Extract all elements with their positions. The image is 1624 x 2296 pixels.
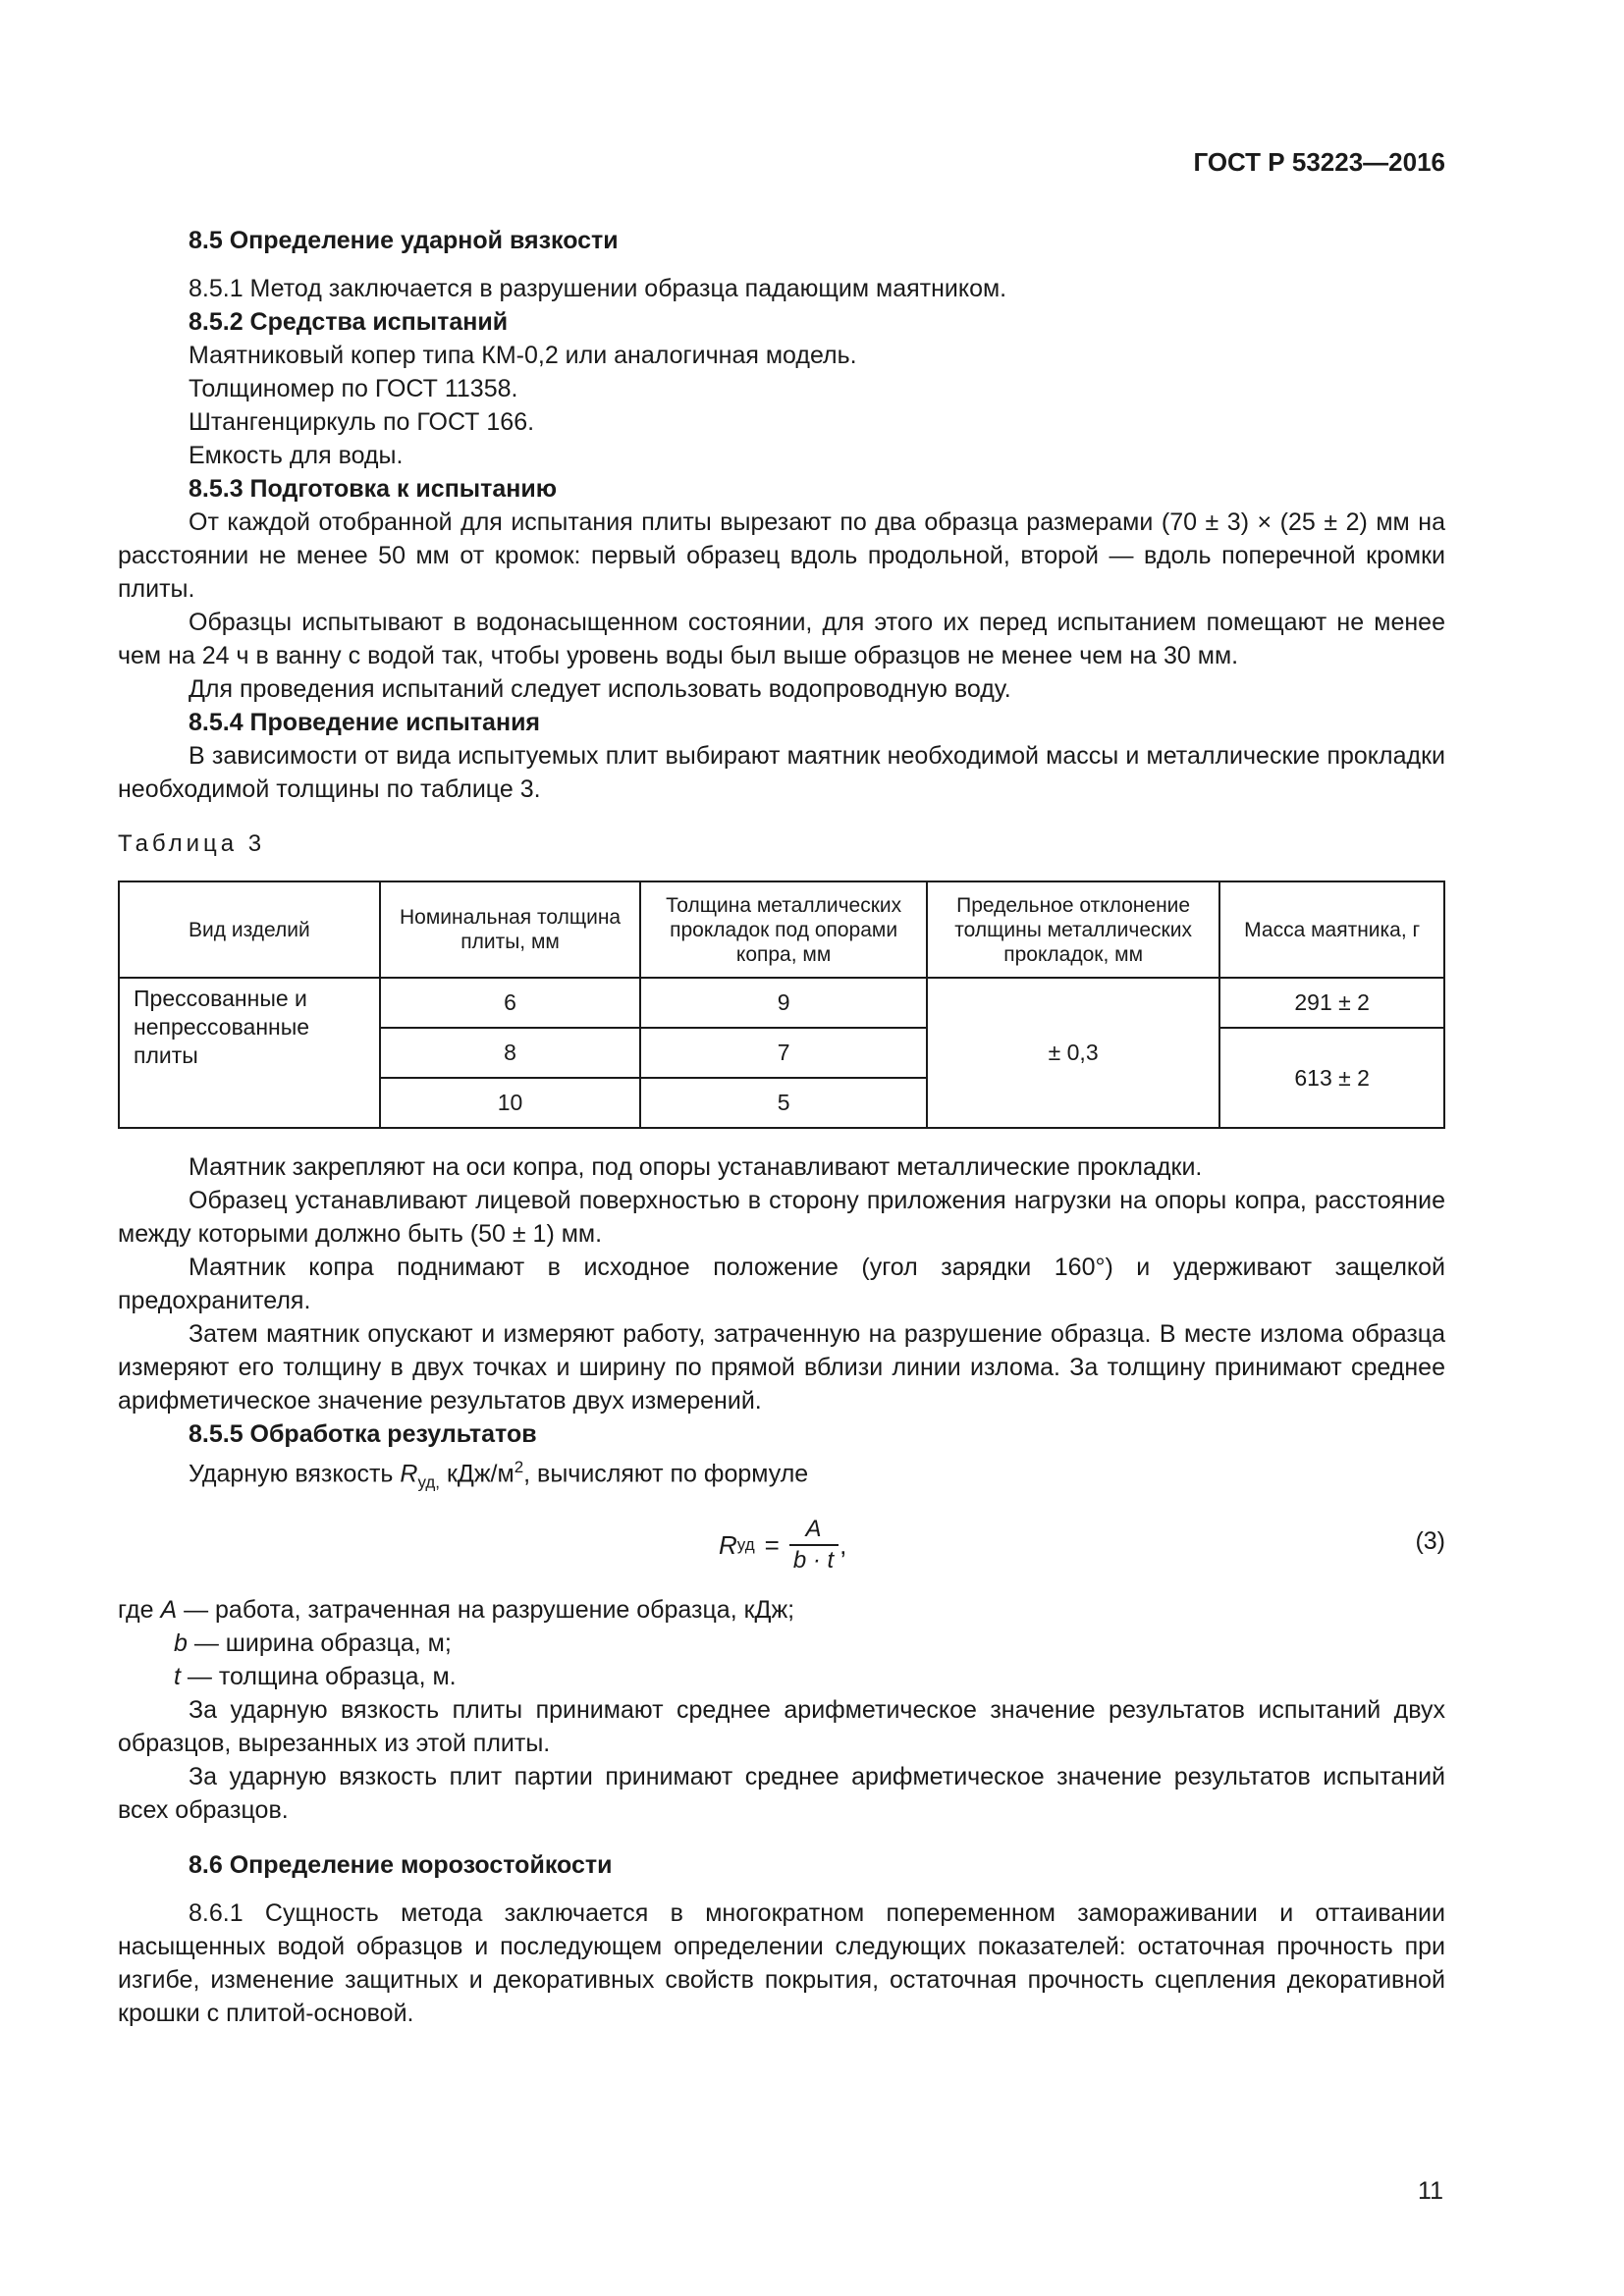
legend-a — [118, 1593, 1445, 1627]
paragraph-8-5-1: 8.5.1 Метод заключается в разрушении образца падающим маятником. — [189, 275, 1007, 302]
formula-lhs-subscript: уд — [736, 1535, 755, 1555]
symbol-r: R — [400, 1460, 418, 1488]
formula-equals: = — [764, 1530, 780, 1561]
symbol-r-subscript: уд, — [417, 1472, 441, 1492]
table-cell-thickness: 8 — [380, 1028, 641, 1078]
table-cell-mass: 291 ± 2 — [1219, 978, 1444, 1028]
tool-item: Толщиномер по ГОСТ 11358. — [189, 375, 518, 402]
tool-item: Маятниковый копер типа КМ-0,2 или аналогичная модель. — [189, 342, 857, 369]
formula-fraction — [787, 1515, 839, 1575]
table-header-cell: Номинальная толщина плиты, мм — [380, 881, 641, 978]
paragraph-8-5-3-b: Образцы испытывают в водонасыщенном состоянии, для этого их перед испытанием помещают не менее чем на 24 ч в ванну с водой так, чтобы уровень воды был выше образцов не менее чем на 30 мм. — [118, 609, 1445, 669]
formula-expression — [719, 1515, 846, 1575]
table-cell-thickness: 6 — [380, 978, 641, 1028]
table-header-cell: Толщина металлических прокладок под опорами копра, мм — [640, 881, 927, 978]
paragraph-8-6-1: 8.6.1 Сущность метода заключается в многократном попеременном замораживании и оттаивании насыщенных водой образцов и последующем определении следующих показателей: остаточная прочность при изгибе, изменение защитных и декоративных свойств покрытия, остаточная прочность сцепления декоративной крошки с плитой-основой. — [118, 1899, 1445, 2028]
legend-text: — толщина образца, м. — [180, 1663, 457, 1691]
legend-b — [118, 1627, 1445, 1660]
formula-3 — [118, 1503, 1445, 1585]
legend-text: — ширина образца, м; — [187, 1629, 452, 1658]
legend-symbol: A — [160, 1596, 178, 1625]
intro-tail: , вычисляют по формуле — [523, 1460, 809, 1488]
table-header-row — [119, 881, 1444, 978]
subsection-heading-8-5-2: 8.5.2 Средства испытаний — [189, 308, 509, 336]
legend-prefix: где — [118, 1596, 161, 1625]
legend-t — [118, 1660, 1445, 1693]
paragraph-8-5-4-c: Образец устанавливают лицевой поверхностью в сторону приложения нагрузки на опоры копра, расстояние между которыми должно быть (50 ± 1) мм. — [118, 1187, 1445, 1248]
table-header-cell: Предельное отклонение толщины металлических прокладок, мм — [927, 881, 1220, 978]
intro-text: Ударную вязкость — [189, 1460, 401, 1488]
unit-superscript: 2 — [514, 1458, 524, 1476]
table-3 — [118, 881, 1445, 1129]
legend-symbol: t — [174, 1663, 181, 1691]
section-heading-8-5: 8.5 Определение ударной вязкости — [189, 227, 619, 254]
subsection-heading-8-5-3: 8.5.3 Подготовка к испытанию — [189, 475, 558, 503]
section-heading-8-6: 8.6 Определение морозостойкости — [189, 1851, 613, 1880]
paragraph-8-5-4-d: Маятник копра поднимают в исходное положение (угол зарядки 160°) и удерживают защелкой предохранителя. — [118, 1254, 1445, 1314]
paragraph-8-5-5-c: За ударную вязкость плит партии принимают среднее арифметическое значение результатов испытаний всех образцов. — [118, 1763, 1445, 1825]
paragraph-8-5-3-c: Для проведения испытаний следует использовать водопроводную воду. — [189, 675, 1011, 703]
paragraph-8-5-4-b: Маятник закрепляют на оси копра, под опоры устанавливают металлические прокладки. — [189, 1153, 1203, 1181]
formula-lhs: R — [719, 1530, 737, 1561]
table-caption: Таблица 3 — [118, 830, 266, 857]
page-content — [118, 224, 1445, 2030]
paragraph-8-5-4-e: Затем маятник опускают и измеряют работу, затраченную на разрушение образца. В месте излома образца измеряют его толщину в двух точках и ширину по прямой вблизи линии излома. За толщину принимают среднее арифметическое значение результатов двух измерений. — [118, 1320, 1445, 1415]
table-cell-deviation: ± 0,3 — [927, 978, 1220, 1128]
subsection-heading-8-5-5: 8.5.5 Обработка результатов — [189, 1420, 537, 1448]
page-number: 11 — [1418, 2177, 1443, 2205]
paragraph-8-5-5-intro — [118, 1451, 1445, 1499]
legend-symbol: b — [174, 1629, 188, 1658]
tool-item: Штангенциркуль по ГОСТ 166. — [189, 408, 535, 436]
subsection-heading-8-5-4: 8.5.4 Проведение испытания — [189, 709, 541, 736]
table-header-cell: Масса маятника, г — [1219, 881, 1444, 978]
table-row — [119, 978, 1444, 1028]
formula-denominator: b · t — [792, 1547, 835, 1575]
paragraph-8-5-4-a: В зависимости от вида испытуемых плит выбирают маятник необходимой массы и металлические прокладки необходимой толщины по таблице 3. — [118, 742, 1445, 803]
formula-comma: , — [839, 1530, 847, 1561]
paragraph-8-5-5-b: За ударную вязкость плиты принимают среднее арифметическое значение результатов испытаний двух образцов, вырезанных из этой плиты. — [118, 1696, 1445, 1758]
table-cell-mass: 613 ± 2 — [1219, 1028, 1444, 1128]
tool-item: Емкость для воды. — [189, 442, 404, 469]
formula-numerator: A — [805, 1516, 822, 1543]
table-cell-pad: 9 — [640, 978, 927, 1028]
paragraph-8-5-3-a: От каждой отобранной для испытания плиты вырезают по два образца размерами (70 ± 3) × (25 ± 2) мм на расстоянии не менее 50 мм от кромок: первый образец вдоль продольной, второй — вдоль поперечной кромки плиты. — [118, 508, 1445, 603]
formula-number: (3) — [1415, 1527, 1445, 1556]
unit-text: кДж/м — [440, 1460, 514, 1488]
legend-text: — работа, затраченная на разрушение образца, кДж; — [177, 1596, 795, 1625]
table-header-cell: Вид изделий — [119, 881, 380, 978]
table-cell-kind: Прессованные и непрессованные плиты — [119, 978, 380, 1128]
table-cell-thickness: 10 — [380, 1078, 641, 1128]
document-code: ГОСТ Р 53223—2016 — [1193, 147, 1445, 177]
table-cell-pad: 5 — [640, 1078, 927, 1128]
table-cell-pad: 7 — [640, 1028, 927, 1078]
